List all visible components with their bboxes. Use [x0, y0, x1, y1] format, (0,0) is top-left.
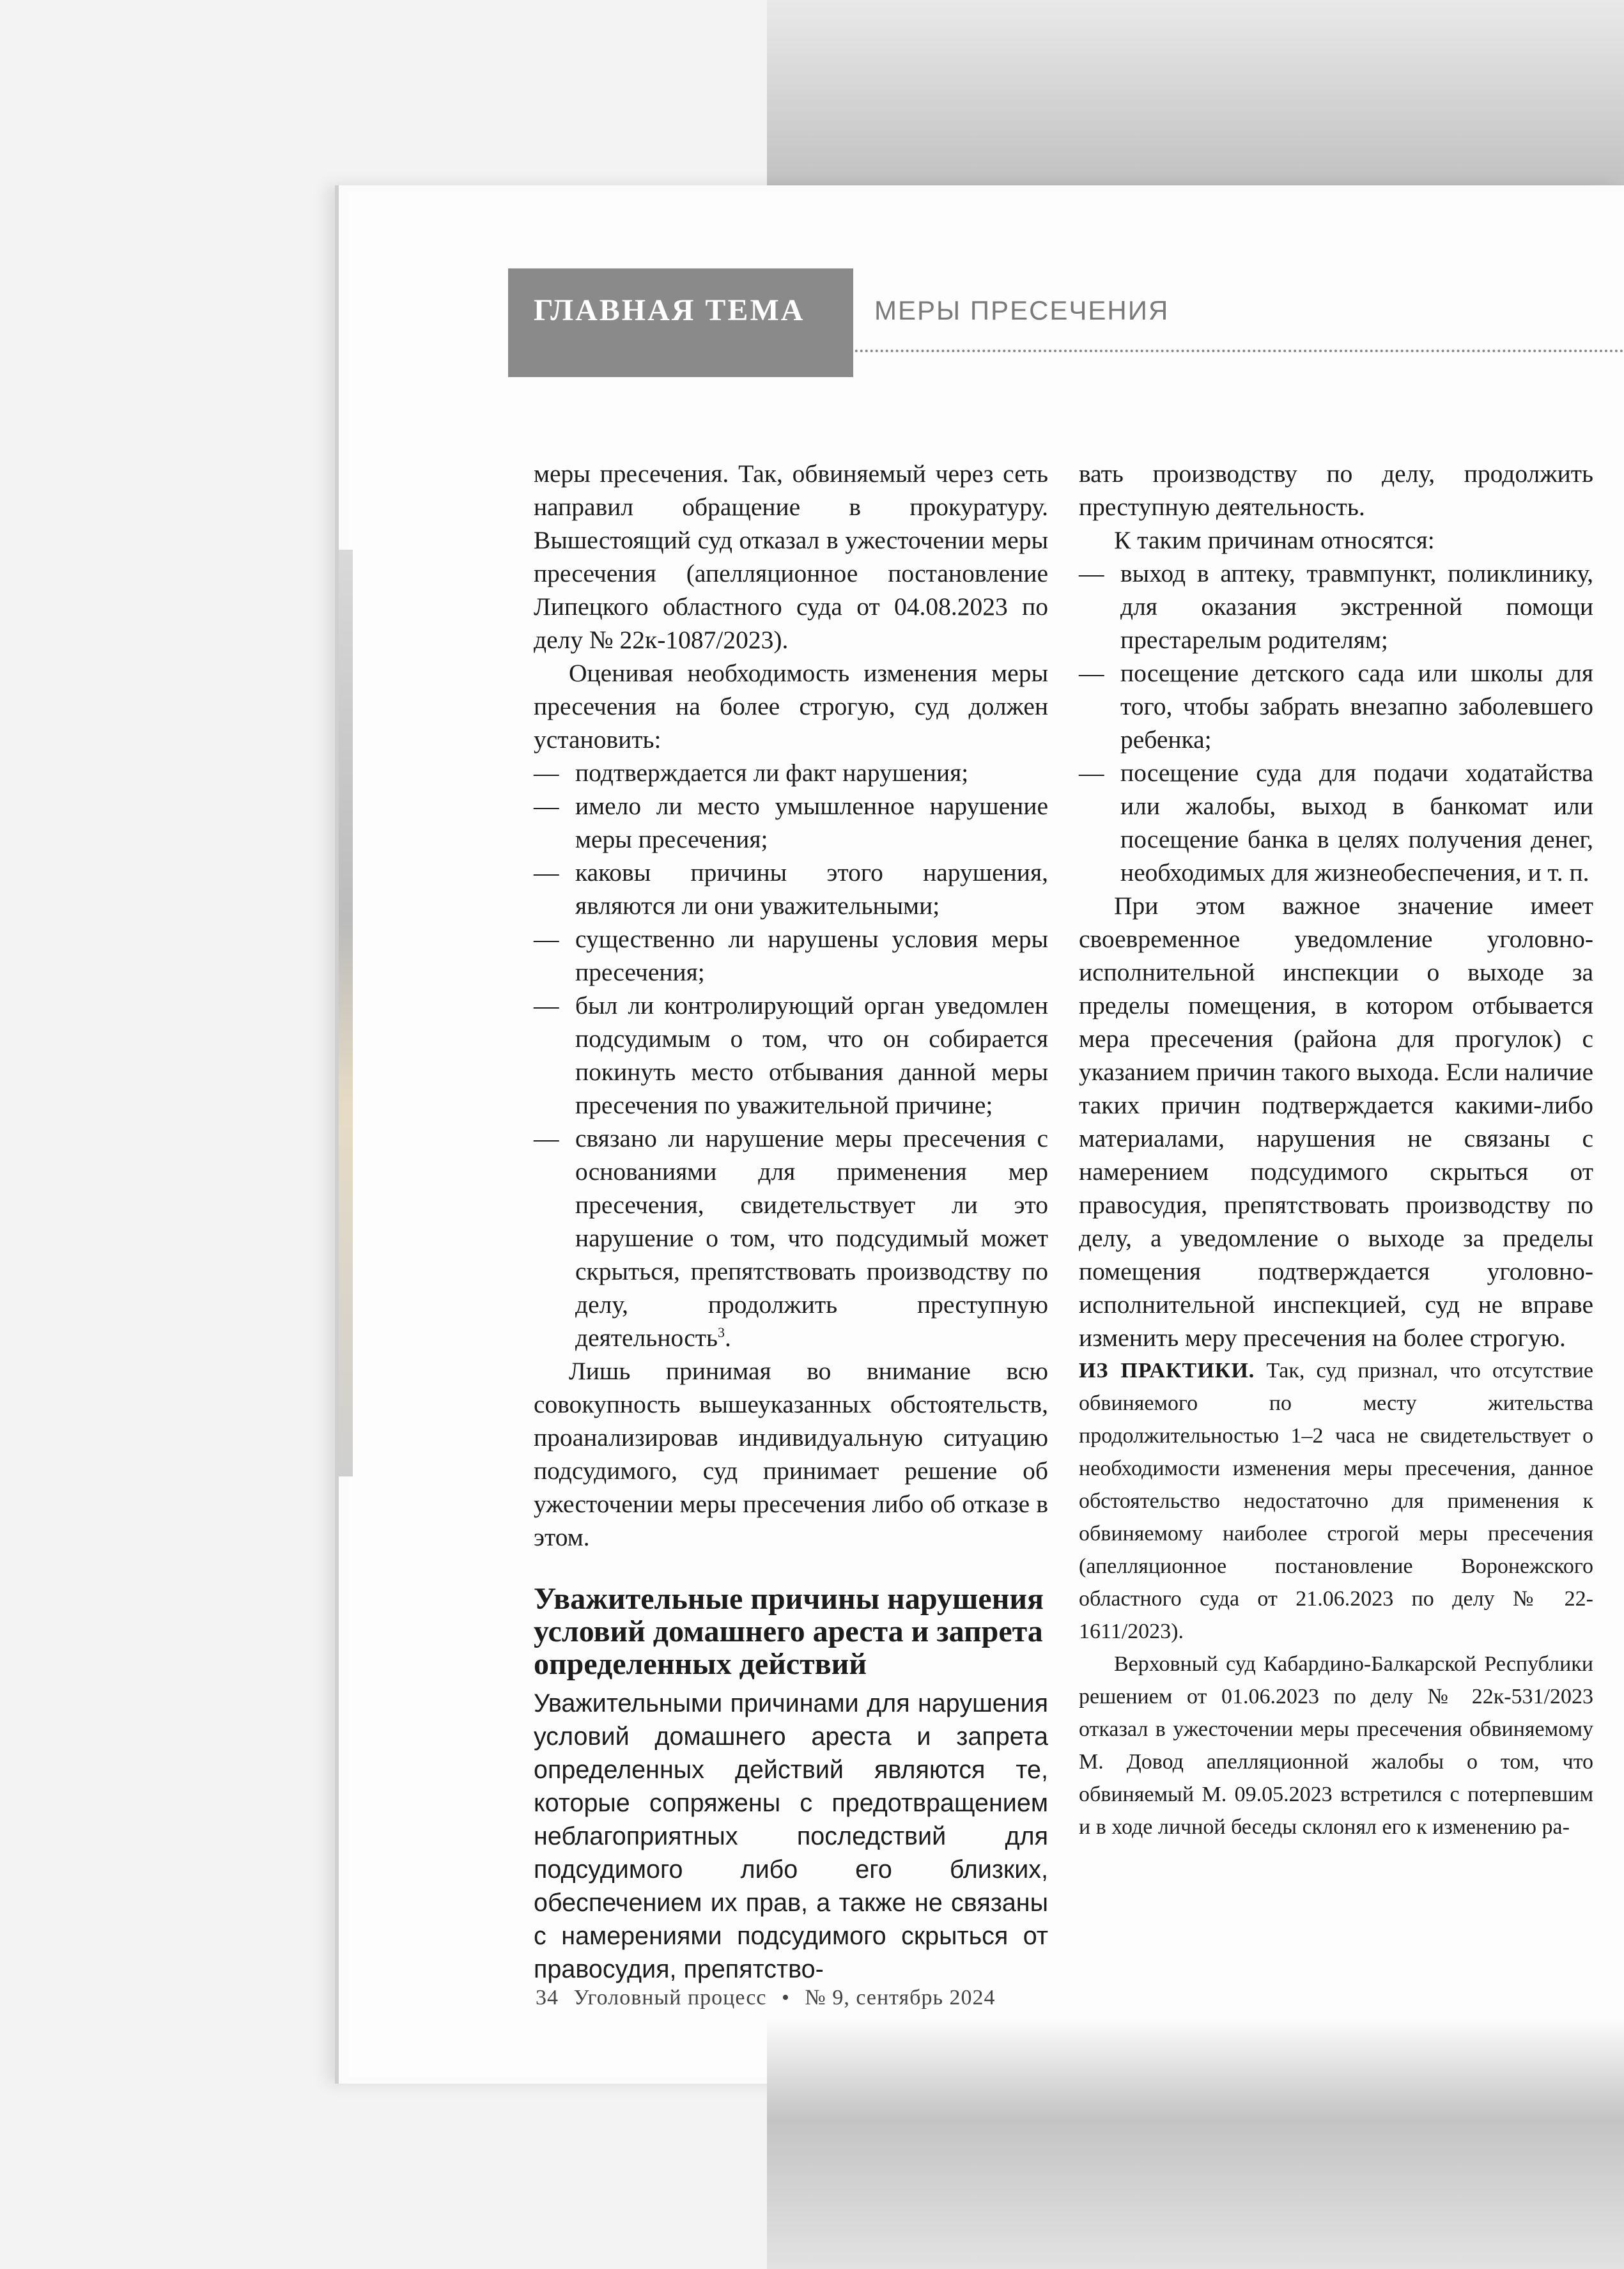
right-column: [1079, 457, 1593, 1843]
subheading: Уважительные причины нарушения условий домашнего ареста и запрета определенных действий: [534, 1582, 1044, 1681]
scan-shadow-top: [767, 0, 1624, 211]
page-number: 34: [536, 1986, 559, 2010]
practice-paragraph: Верховный суд Кабардино-Балкарской Республики решением от 01.06.2023 по делу № 22к-531/2023 отказал в ужесточении меры пресечения обвиняемому М. Довод апелляционной жалобы о том, что обвиняемый М. 09.05.2023 встретился с потерпевшим и в ходе личной беседы склонял его к изменению ра-: [1079, 1652, 1593, 1839]
list-item: — был ли контролирующий орган уведомлен подсудимым о том, что он собирается покинуть место отбывания данной меры пресечения по уважительной причине;: [534, 989, 1048, 1122]
left-column: [534, 457, 1048, 1986]
paragraph: К таким причинам относятся:: [1114, 526, 1435, 554]
paragraph: Лишь принимая во внимание всю совокупность вышеуказанных обстоятельств, проанализировав индивидуальную ситуацию подсудимого, суд принимает решение об ужесточении меры пресечения либо об отказе в этом.: [534, 1357, 1048, 1551]
list-item: — имело ли место умышленное нарушение меры пресечения;: [534, 789, 1048, 856]
page-footer: [536, 1986, 1005, 2010]
list-item: — каковы причины этого нарушения, являются ли они уважительными;: [534, 856, 1048, 922]
page-binding-strip: [339, 550, 353, 1476]
paragraph: При этом важное значение имеет своевременное уведомление уголовно-исполнительной инспекции о выходе за пределы помещения, в котором отбывается мера пресечения (района для прогулок) с указанием причин такого выхода. Если наличие таких причин подтверждается какими-либо материалами, нарушения не связаны с намерением подсудимого скрыться от правосудия, препятствовать производству по делу, а уведомление о выходе за пределы помещения подтверждается уголовно-исполнительной инспекцией, суд не вправе изменить меру пресечения на более строгую.: [1079, 892, 1594, 1352]
list-item: — посещение детского сада или школы для того, чтобы забрать внезапно заболевшего ребенка;: [1079, 656, 1593, 756]
paragraph: меры пресечения. Так, обвиняемый через сеть направил обращение в прокуратуру. Вышестоящий суд отказал в ужесточении меры пресечения (апелляционное постановление Липецкого областного суда от 04.08.2023 по делу № 22к-1087/2023).: [534, 460, 1048, 654]
topic-title: МЕРЫ ПРЕСЕЧЕНИЯ: [874, 295, 1170, 325]
list-item: — выход в аптеку, травмпункт, поликлинику, для оказания экстренной помощи престарелым родителям;: [1079, 557, 1593, 656]
journal-name: Уголовный процесс: [573, 1986, 767, 2010]
paragraph: Оценивая необходимость изменения меры пресечения на более строгую, суд должен установить:: [534, 659, 1048, 754]
footer-bullet: •: [782, 1986, 790, 2010]
practice-note: [1079, 1354, 1593, 1648]
list-item: — подтверждается ли факт нарушения;: [534, 756, 1048, 789]
footnote-ref: 3: [718, 1324, 725, 1340]
practice-text: Так, суд признал, что отсутствие обвиняемого по месту жительства продолжительностью 1–2 часа не свидетельствует о необходимости изменения меры пресечения, данное обстоятельство недостаточно для применения к обвиняемому наиболее строгой меры пресечения (апелляционное постановление Воронежского областного суда от 21.06.2023 по делу № 22-1611/2023).: [1079, 1359, 1593, 1643]
paragraph: вать производству по делу, продолжить преступную деятельность.: [1079, 460, 1593, 521]
list-item: — существенно ли нарушены условия меры пресечения;: [534, 922, 1048, 989]
issue-info: № 9, сентябрь 2024: [805, 1986, 996, 2010]
list-item-text: связано ли нарушение меры пресечения с основаниями для применения мер пресечения, свидетельствует ли это нарушение о том, что подсудимый может скрыться, препятствовать производству по делу, продолжить преступную деятельность: [575, 1124, 1048, 1352]
scan-shadow-bottom: [767, 2020, 1624, 2269]
practice-label: ИЗ ПРАКТИКИ.: [1079, 1359, 1255, 1382]
header-dotted-rule: [534, 350, 1624, 352]
lead-paragraph: Уважительными причинами для нарушения условий домашнего ареста и запрета определенных действий являются те, которые сопряжены с предотвращением неблагоприятных последствий для подсудимого либо его близких, обеспечением их прав, а также не связаны с намерениями подсудимого скрыться от правосудия, препятство-: [534, 1689, 1048, 1983]
list-item: — посещение суда для подачи ходатайства или жалобы, выход в банкомат или посещение банка в целях получения денег, необходимых для жизнеобеспечения, и т. п.: [1079, 756, 1593, 889]
section-title: ГЛАВНАЯ ТЕМА: [534, 293, 805, 327]
list-item-with-footnote: — связано ли нарушение меры пресечения с основаниями для применения мер пресечения, свидетельствует ли это нарушение о том, что подсудимый может скрыться, препятствовать производству по делу, продолжить преступную деятельность$^3$.: [534, 1122, 1048, 1354]
